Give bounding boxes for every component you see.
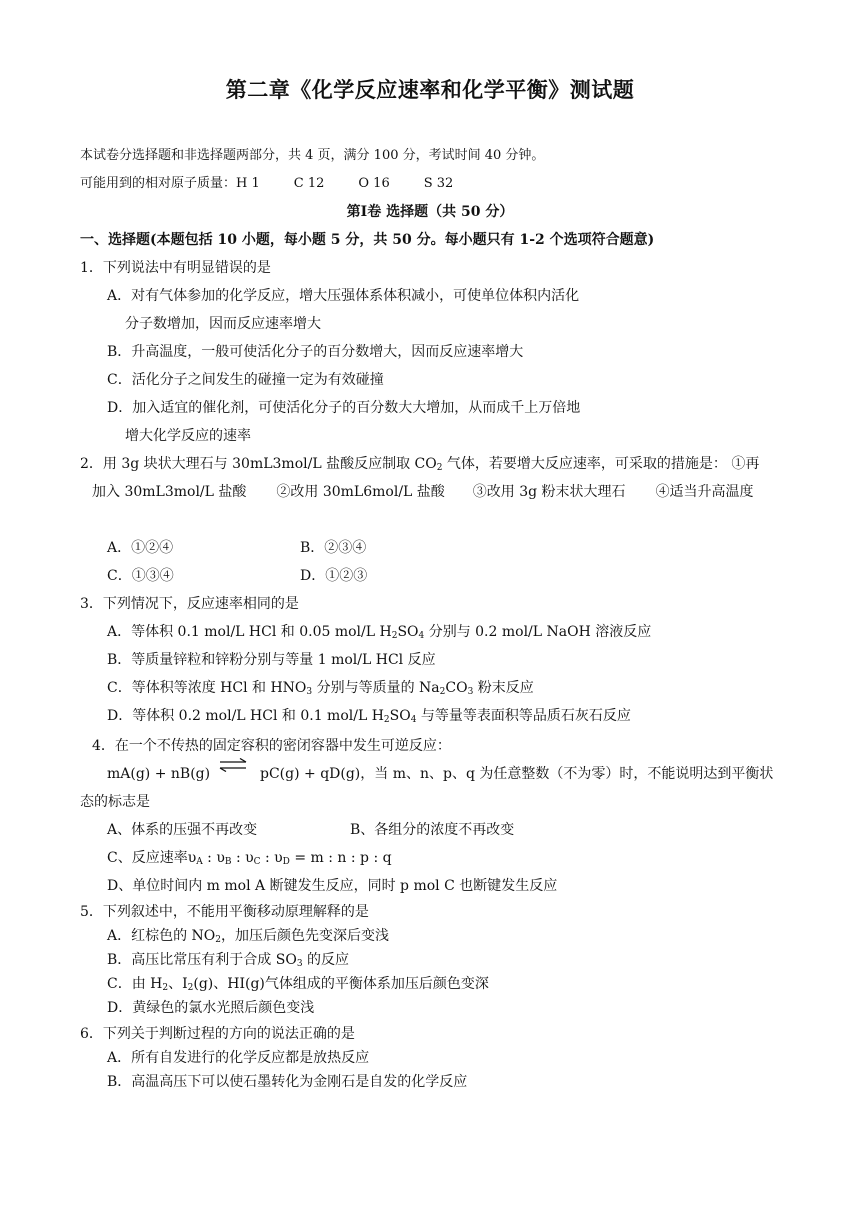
q1-option-c: C．活化分子之间发生的碰撞一定为有效碰撞 [107, 372, 384, 388]
q3-option-d [107, 706, 631, 726]
q5-c-text: C．由 H [107, 976, 163, 992]
q4-stem-end: 态的标志是 [80, 794, 150, 810]
q4-c-sub: D [282, 857, 290, 867]
q5-option-d: D．黄绿色的氯水光照后颜色变浅 [107, 1000, 315, 1016]
atomic-mass-o: O 16 [358, 176, 390, 191]
q1-option-a-cont: 分子数增加，因而反应速率增大 [125, 316, 321, 332]
q5-c-sub: 2 [187, 983, 194, 993]
q2-stem-text: 2．用 3g 块状大理石与 30mL3mol/L 盐酸反应制取 CO [80, 456, 437, 472]
q3-a-text: 分别与 0.2 mol/L NaOH 溶液反应 [424, 624, 652, 640]
q3-a-sub: 2 [391, 631, 398, 641]
q5-option-c [107, 974, 489, 994]
q3-c-text: 分别与等质量的 Na [312, 680, 440, 696]
atomic-mass-c: C 12 [293, 176, 325, 191]
q4-equation-right: pC(g) + qD(g)，当 m、n、p、q 为任意整数（不为零）时，不能说明达到平衡状 [260, 766, 774, 782]
q4-c-text: : υ [202, 850, 225, 866]
section1-header: 一、选择题(本题包括 10 小题，每小题 5 分，共 50 分。每小题只有 1-2 个选项符合题意) [80, 232, 655, 248]
q3-d-text: D．等体积 0.2 mol/L HCl 和 0.1 mol/L H [107, 708, 384, 724]
q1-option-b: B．升高温度，一般可使活化分子的百分数增大，因而反应速率增大 [107, 344, 524, 360]
q4-c-text: C、反应速率υ [107, 850, 197, 866]
q3-option-c [107, 678, 534, 698]
q4-c-sub: B [224, 857, 232, 867]
q4-c-sub: C [253, 857, 261, 867]
atomic-mass-line [80, 174, 453, 194]
q2-option-d: D．①②③ [300, 568, 368, 584]
q3-option-a [107, 622, 651, 642]
q2-option-c: C．①③④ [107, 568, 174, 584]
reversible-arrow-icon [218, 758, 248, 772]
q3-c-text: 粉末反应 [473, 680, 534, 696]
q5-c-sub: 2 [162, 983, 169, 993]
q2-option-a: A．①②④ [107, 540, 174, 556]
q3-c-sub: 2 [439, 687, 446, 697]
q5-a-text: A．红棕色的 NO [107, 928, 216, 944]
q6-option-a: A．所有自发进行的化学反应都是放热反应 [107, 1050, 370, 1066]
q2-stem [80, 454, 759, 474]
q1-option-d: D．加入适宜的催化剂，可使活化分子的百分数大大增加，从而成千上万倍地 [107, 400, 581, 416]
q4-c-text: : υ [231, 850, 254, 866]
q5-c-text: 、I [168, 976, 188, 992]
q4-option-b: B、各组分的浓度不再改变 [350, 822, 515, 838]
q5-b-sub: 3 [296, 959, 303, 969]
q2-measure-3: ③改用 3g 粉末状大理石 [472, 484, 626, 500]
q1-option-d-cont: 增大化学反应的速率 [125, 428, 251, 444]
intro-line: 本试卷分选择题和非选择题两部分，共 4 页，满分 100 分，考试时间 40 分钟。 [80, 148, 545, 163]
q2-option-b: B．②③④ [300, 540, 367, 556]
q4-c-sub: A [196, 857, 203, 867]
q3-a-text: SO [397, 624, 419, 640]
q4-stem: 4．在一个不传热的固定容积的密闭容器中发生可逆反应： [92, 738, 451, 754]
q4-c-text: = m : n : p : q [289, 850, 392, 866]
q4-option-c [107, 848, 392, 868]
q5-stem: 5．下列叙述中，不能用平衡移动原理解释的是 [80, 904, 369, 920]
q3-a-sub: 4 [418, 631, 425, 641]
q1-stem: 1．下列说法中有明显错误的是 [80, 260, 271, 276]
q4-c-text: : υ [260, 850, 283, 866]
q2-stem-text-cont: 气体，若要增大反应速率，可采取的措施是： ①再 [442, 456, 760, 472]
q3-c-text: C．等体积等浓度 HCl 和 HNO [107, 680, 307, 696]
q1-option-a: A．对有气体参加的化学反应，增大压强体系体积减小，可使单位体积内活化 [107, 288, 580, 304]
q5-b-text: B．高压比常压有利于合成 SO [107, 952, 297, 968]
q5-a-sub: 2 [215, 935, 222, 945]
q3-c-text: CO [445, 680, 468, 696]
q3-c-sub: 3 [467, 687, 474, 697]
atomic-mass-h: H 1 [236, 176, 260, 191]
q2-measure-1: 加入 30mL3mol/L 盐酸 [92, 484, 247, 500]
q3-d-text: SO [389, 708, 411, 724]
q2-stem-subscript: 2 [436, 463, 443, 473]
q2-measure-2: ②改用 30mL6mol/L 盐酸 [276, 484, 445, 500]
atomic-mass-label: 可能用到的相对原子质量： [80, 176, 237, 191]
q5-a-text: ，加压后颜色先变深后变浅 [221, 928, 390, 944]
atomic-mass-s: S 32 [423, 176, 454, 191]
q6-stem: 6．下列关于判断过程的方向的说法正确的是 [80, 1026, 355, 1042]
q5-c-text: (g)、HI(g)气体组成的平衡体系加压后颜色变深 [193, 976, 489, 992]
q3-d-text: 与等量等表面积等品质石灰石反应 [416, 708, 631, 724]
q5-option-a [107, 926, 389, 946]
q6-option-b: B．高温高压下可以使石墨转化为金刚石是自发的化学反应 [107, 1074, 468, 1090]
q3-d-sub: 4 [410, 715, 417, 725]
page-title: 第二章《化学反应速率和化学平衡》测试题 [225, 77, 635, 102]
q2-measures [92, 482, 754, 502]
q3-c-sub: 3 [306, 687, 313, 697]
part1-header: 第Ⅰ卷 选择题（共 50 分） [346, 204, 514, 220]
q3-option-b: B．等质量锌粒和锌粉分别与等量 1 mol/L HCl 反应 [107, 652, 436, 668]
q5-option-b [107, 950, 349, 970]
q4-equation-left: mA(g) + nB(g) [107, 766, 211, 782]
q4-option-d: D、单位时间内 m mol A 断键发生反应，同时 p mol C 也断键发生反应 [107, 878, 558, 894]
q3-d-sub: 2 [383, 715, 390, 725]
q2-measure-4: ④适当升高温度 [655, 484, 754, 500]
q5-b-text: 的反应 [302, 952, 349, 968]
q4-option-a: A、体系的压强不再改变 [107, 822, 258, 838]
q3-a-text: A．等体积 0.1 mol/L HCl 和 0.05 mol/L H [107, 624, 392, 640]
q3-stem: 3．下列情况下，反应速率相同的是 [80, 596, 299, 612]
